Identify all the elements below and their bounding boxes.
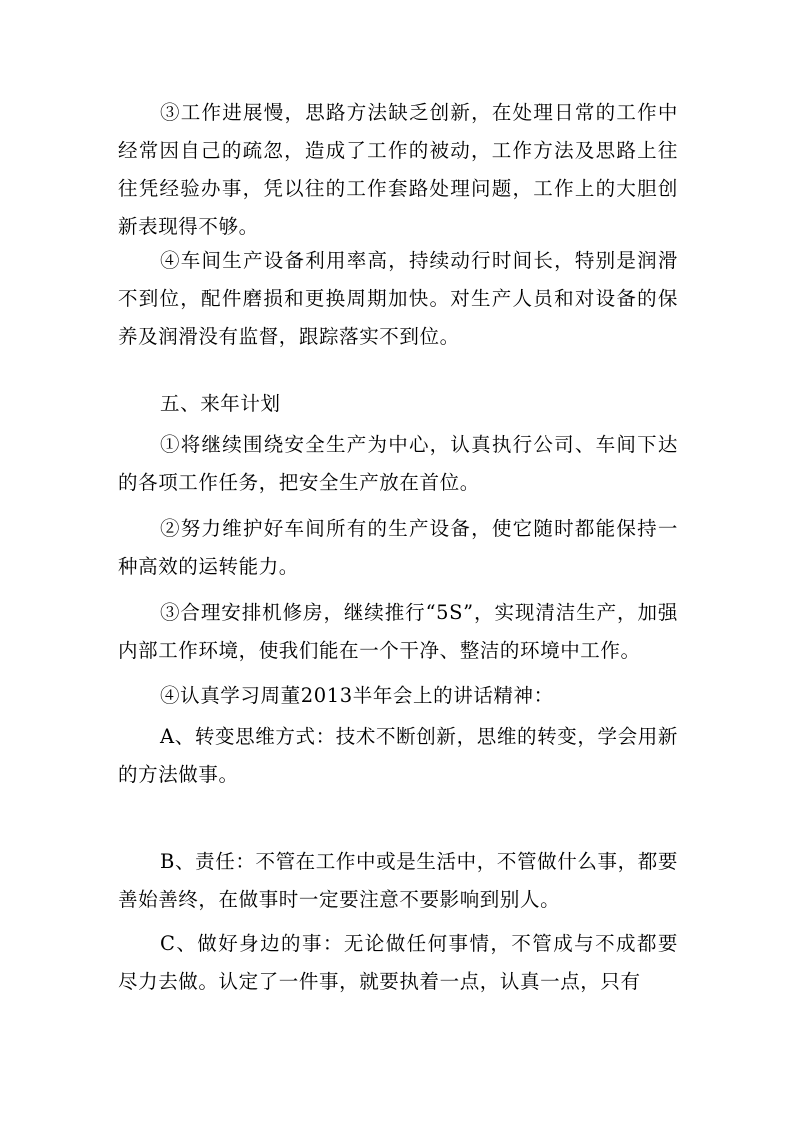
paragraph-plan-3: ③合理安排机修房，继续推行“5S”，实现清洁生产，加强内部工作环境，使我们能在一个干净、整洁的环境中工作。 bbox=[118, 601, 678, 662]
paragraph-plan-4: ④认真学习周董2013半年会上的讲话精神： bbox=[160, 684, 554, 707]
paragraph-problem-3: ③工作进展慢，思路方法缺乏创新，在处理日常的工作中经常因自己的疏忽，造成了工作的被动，工作方法及思路上往往凭经验办事，凭以往的工作套路处理问题，工作上的大胆创新表现得不够。 bbox=[118, 101, 678, 238]
paragraph-plan-2: ②努力维护好车间所有的生产设备，使它随时都能保持一种高效的运转能力。 bbox=[118, 517, 678, 578]
paragraph-point-a: A、转变思维方式：技术不断创新，思维的转变，学会用新的方法做事。 bbox=[118, 725, 678, 786]
paragraph-point-b: B、责任：不管在工作中或是生活中，不管做什么事，都要善始善终，在做事时一定要注意不要影响到别人。 bbox=[118, 850, 678, 911]
paragraph-plan-1: ①将继续围绕安全生产为中心，认真执行公司、车间下达的各项工作任务，把安全生产放在首位。 bbox=[118, 433, 678, 494]
paragraph-point-c: C、做好身边的事：无论做任何事情，不管成与不成都要尽力去做。认定了一件事，就要执着一点，认真一点，只有 bbox=[118, 932, 678, 993]
paragraph-problem-4: ④车间生产设备利用率高，持续动行时间长，特别是润滑不到位，配件磨损和更换周期加快。对生产人员和对设备的保养及润滑没有监督，跟踪落实不到位。 bbox=[118, 249, 678, 348]
section-heading-plan: 五、来年计划 bbox=[160, 392, 281, 415]
